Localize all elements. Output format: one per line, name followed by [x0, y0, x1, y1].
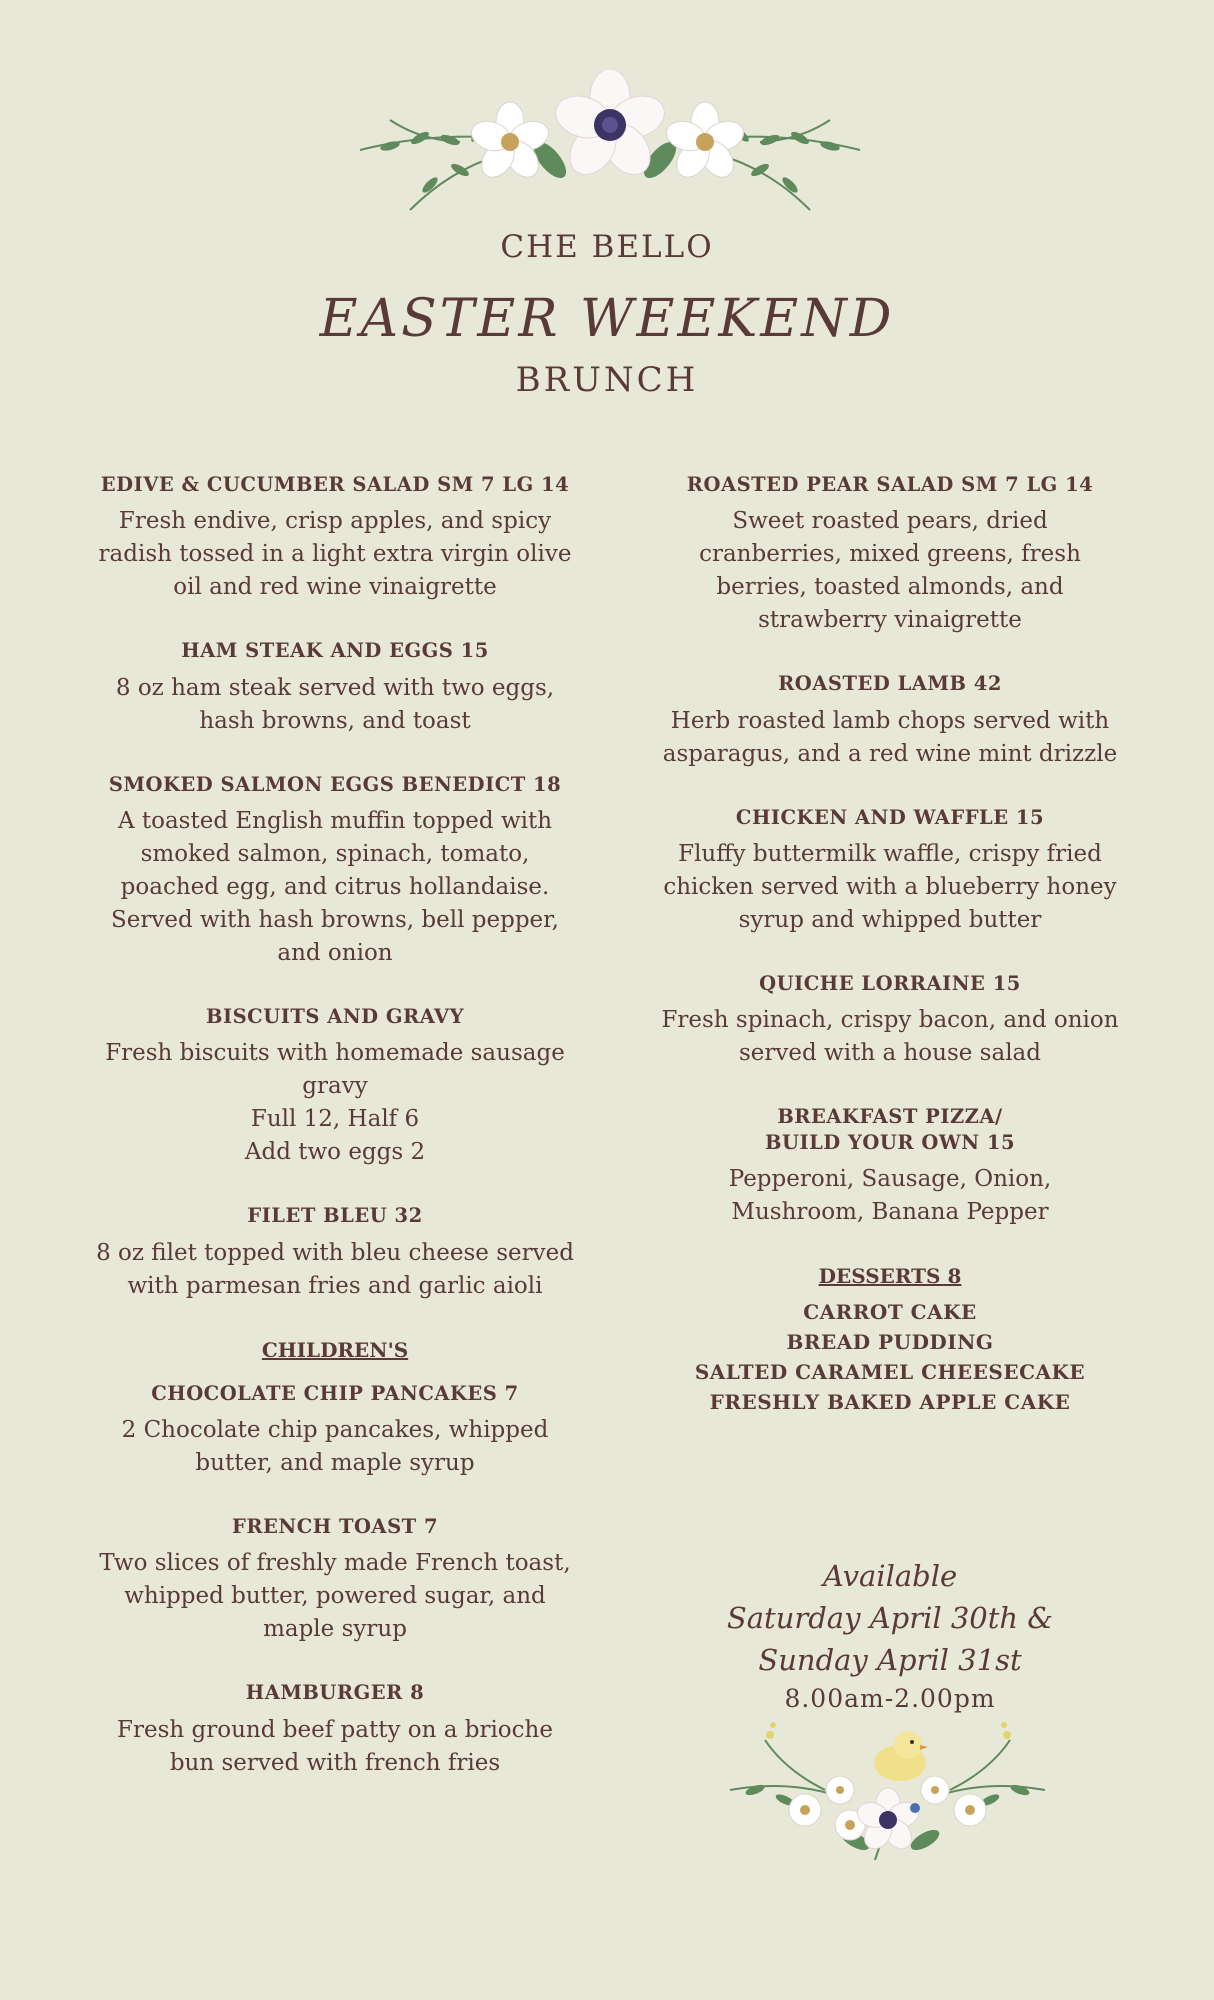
item-description: Fresh endive, crisp apples, and spicy radish tossed in a light extra virgin olive oil and red wine vinaigrette: [98, 508, 572, 601]
item-description: Pepperoni, Sausage, Onion, Mushroom, Banana Pepper: [728, 1166, 1052, 1226]
dessert-item: CARROT CAKE: [803, 1300, 977, 1325]
page-title: EASTER WEEKEND: [319, 289, 895, 349]
menu-item: [660, 671, 1120, 770]
item-addon: Add two eggs 2: [244, 1139, 426, 1166]
menu-item: [95, 772, 575, 970]
item-name: BISCUITS AND GRAVY: [206, 1005, 464, 1029]
item-name: QUICHE LORRAINE 15: [759, 972, 1021, 996]
item-description: Herb roasted lamb chops served with asparagus, and a red wine mint drizzle: [662, 707, 1118, 767]
item-description: Fresh ground beef patty on a brioche bun served with french fries: [117, 1716, 553, 1776]
menu-item: [660, 472, 1120, 637]
item-description: Fluffy buttermilk waffle, crispy fried chicken served with a blueberry honey syrup and whipped butter: [663, 841, 1117, 934]
item-description: 8 oz filet topped with bleu cheese served with parmesan fries and garlic aioli: [96, 1239, 574, 1299]
item-description: 2 Chocolate chip pancakes, whipped butter, and maple syrup: [121, 1417, 549, 1477]
dessert-item: BREAD PUDDING: [786, 1330, 994, 1355]
desserts-section-heading: DESSERTS 8: [818, 1264, 962, 1289]
item-price-option: Full 12, Half 6: [250, 1106, 420, 1133]
item-description: Fresh spinach, crispy bacon, and onion served with a house salad: [661, 1007, 1119, 1067]
item-name: BREAKFAST PIZZA/: [777, 1105, 1003, 1129]
item-name: ROASTED PEAR SALAD SM 7 LG 14: [686, 473, 1094, 496]
dessert-list: [660, 1297, 1120, 1417]
item-name: HAM STEAK AND EGGS 15: [181, 639, 489, 663]
right-column: [660, 472, 1120, 1417]
menu-header: [0, 229, 1214, 400]
menu-item: [660, 971, 1120, 1070]
menu-item: [95, 1004, 575, 1169]
availability-block: [690, 1555, 1090, 1717]
item-description: Sweet roasted pears, dried cranberries, mixed greens, fresh berries, toasted almonds, and strawberry vinaigrette: [699, 508, 1081, 634]
item-name: FILET BLEU 32: [247, 1204, 423, 1228]
item-name: EDIVE & CUCUMBER SALAD SM 7 LG 14: [100, 473, 570, 496]
dessert-item: SALTED CARAMEL CHEESECAKE: [694, 1360, 1086, 1385]
item-name: CHICKEN AND WAFFLE 15: [735, 805, 1045, 829]
item-name: SMOKED SALMON EGGS BENEDICT 18: [108, 772, 562, 796]
menu-item: [95, 1514, 575, 1646]
item-name: FRENCH TOAST 7: [231, 1515, 439, 1539]
menu-item: [660, 805, 1120, 937]
menu-item: [95, 1381, 575, 1480]
left-column: [95, 472, 575, 1814]
menu-item: [660, 1104, 1120, 1229]
page-subtitle: BRUNCH: [515, 360, 699, 400]
item-description: 8 oz ham steak served with two eggs, hash browns, and toast: [115, 674, 555, 734]
menu-item: [95, 472, 575, 604]
childrens-section-heading: CHILDREN'S: [261, 1337, 409, 1362]
item-description: A toasted English muffin topped with smoked salmon, spinach, tomato, poached egg, and citrus hollandaise.: [117, 808, 553, 901]
menu-item: [95, 1680, 575, 1779]
item-description: Fresh biscuits with homemade sausage gravy: [105, 1040, 565, 1100]
availability-date-1: Saturday April 30th &: [726, 1601, 1054, 1635]
item-name: CHOCOLATE CHIP PANCAKES 7: [151, 1381, 519, 1405]
floral-garland-icon: [350, 70, 870, 230]
item-description: Two slices of freshly made French toast, whipped butter, powered sugar, and maple syrup: [99, 1550, 571, 1643]
floral-bouquet-with-chick-icon: [725, 1710, 1050, 1870]
dessert-item: FRESHLY BAKED APPLE CAKE: [709, 1390, 1071, 1415]
menu-item: [95, 638, 575, 737]
item-description-extra: Served with hash browns, bell pepper, and onion: [111, 907, 559, 967]
item-name-line2: BUILD YOUR OWN 15: [764, 1130, 1016, 1154]
availability-label: Available: [822, 1559, 958, 1593]
restaurant-name: CHE BELLO: [500, 229, 714, 265]
availability-date-2: Sunday April 31st: [758, 1643, 1022, 1677]
availability-hours: 8.00am-2.00pm: [784, 1684, 996, 1713]
menu-item: [95, 1203, 575, 1302]
item-name: ROASTED LAMB 42: [778, 672, 1002, 696]
item-name: HAMBURGER 8: [245, 1681, 425, 1705]
